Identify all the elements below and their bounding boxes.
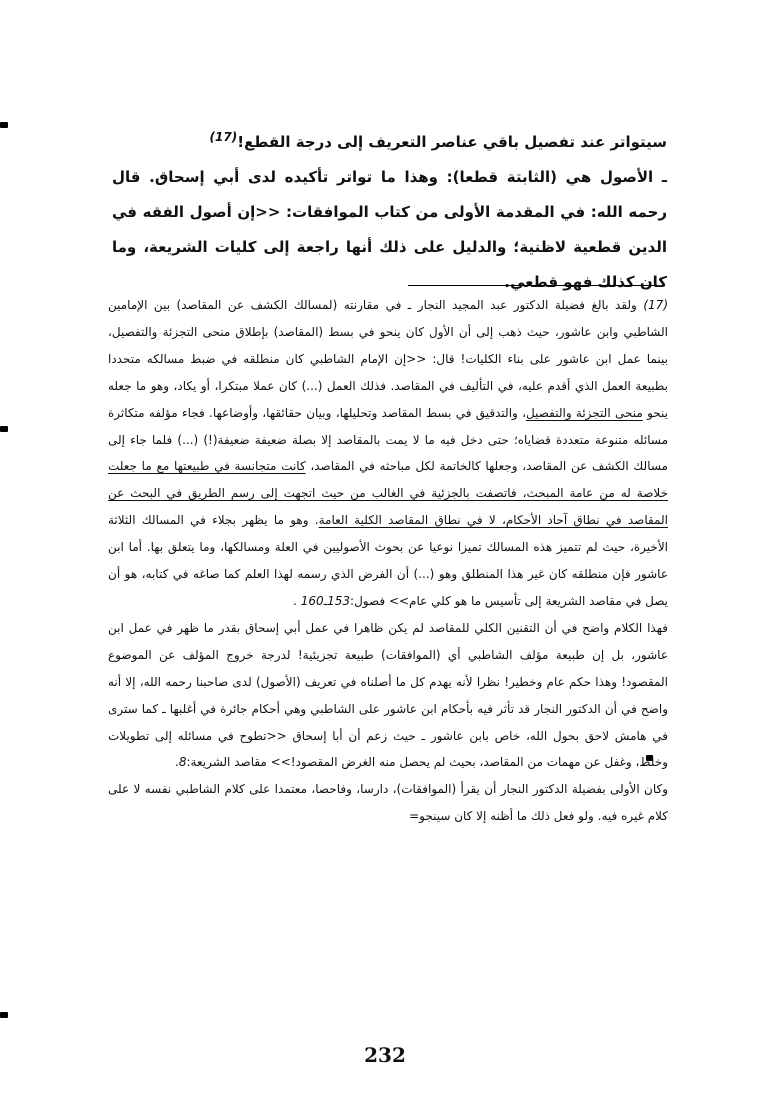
page-reference: 153ـ160 [300, 593, 351, 608]
page-number: 232 [364, 1043, 406, 1067]
footnote-paragraph-2 [108, 615, 668, 776]
footnote-text: . وهو ما يظهر بجلاء في المسالك الثلاثة الأخيرة، حيث لم تتميز هذه المسالك تميزا نوعيا عن بحوث الأصوليين في العلة ومسالكها، وما يتعلق بها. أما ابن عاشور فإن منطلقه كان غير هذا المنطلق وهو (...) أن الفرض الذي رسمه لهذا العلم كما صاغه في كتابه، هو أن يصل في مقاصد الشريعة إلى تأسيس ما هو كلي عام>> فصول: [108, 513, 668, 608]
footnote-paragraph-3: وكان الأولى بفضيلة الدكتور النجار أن يقرأ (الموافقات)، دارسا، وفاحصا، معتمدا على كلام الشاطبي نفسه لا على كلام غيره فيه. ولو فعل ذلك ما أظنه إلا كان سينجو= [108, 782, 668, 824]
footnote-separator [408, 285, 656, 286]
underlined-passage: كانت متجانسة في طبيعتها مع ما جعلت خلاصة له من عامة المبحث، فاتصفت بالجزئية في الغالب من حيث اتجهت إلى رسم الطريق في البحث عن المقاصد في نطاق آحاد الأحكام، لا في نطاق المقاصد الكلية العامة [108, 459, 668, 528]
footnote-number: (17) [643, 298, 668, 312]
main-line-1 [112, 120, 667, 160]
underlined-phrase: منحى التجزئة والتفصيل [526, 405, 643, 420]
footnote-ref: (17) [209, 130, 238, 144]
footnote-text: . [293, 593, 301, 608]
footnote-text: . [175, 755, 179, 770]
margin-mark [0, 1012, 8, 1018]
margin-mark [0, 122, 8, 128]
footnote-block [108, 292, 668, 830]
margin-mark [0, 426, 8, 432]
footnote-paragraph-1 [108, 292, 668, 615]
footnote-text: فهذا الكلام واضح في أن التقنين الكلي للمقاصد لم يكن ظاهرا في عمل أبي إسحاق بقدر ما ظهر في عمل ابن عاشور، بل إن طبيعة مؤلف الشاطبي أي (الموافقات) طبيعة تجزيئية! لدرجة خروج المؤلف عن الموضوع المقصود! وهذا حكم عام وخطير! نظرا لأنه يهدم كل ما أصلناه في تعريف (الأصول) لدى صاحبنا رحمه الله، إلا أنه واضح في أن الدكتور النجار قد تأثر فيه بأحكام ابن عاشور على الشاطبي وهي أحكام جائرة في أغلبها ـ كما سترى في هامش لاحق بحول الله، خاص بابن عاشور ـ حيث زعم أن أبا إسحاق <<تطوح في مسائله إلى تطويلات وخلط، وغفل عن مهمات من المقاصد، بحيث لم يحصل منه الغرض المقصود!>> مقاصد الشريعة: [108, 620, 668, 770]
footnote-text: ولقد بالغ فضيلة الدكتور عبد المجيد النجار ـ في مقارنته (لمسالك الكشف عن المقاصد) بين الإمامين الشاطبي وابن عاشور، حيث ذهب إلى أن الأول كان ينحو في بسط (المقاصد) بإطلاق منحى التجزئة والتفصيل، بينما عمل ابن عاشور على بناء الكليات! قال: <<إن الإمام الشاطبي كان منطلقه في ضبط مسالكه متحددا بطبيعة العمل الذي أقدم عليه، في التأليف في المقاصد. فذلك العمل (...) كان عملا مبتكرا، أو يكاد، وهو ما جعله ينحو [108, 298, 668, 420]
main-line-1-text: سيتواتر عند تفصيل باقي عناصر التعريف إلى درجة القطع! [237, 133, 667, 151]
page-reference: 8 [178, 755, 187, 770]
footnote-text: ، والتدقيق في بسط المقاصد وتحليلها، وبيان حقائقها، وأوضاعها. فجاء مؤلفه متكاثرة مسائله متنوعة متعددة قضاياه؛ حتى دخل فيه ما لا يمت بالمقاصد إلا بصلة ضعيفة ضعيفة(!) (...) فلما جاء إلى مسالك الكشف عن المقاصد، وجعلها كالخاتمة لكل مباحثه في المقاصد، [108, 405, 668, 474]
main-text [112, 120, 667, 300]
main-paragraph-2: ـ الأصول هي (الثابتة قطعا): وهذا ما تواتر تأكيده لدى أبي إسحاق. قال رحمه الله: في المقدمة الأولى من كتاب الموافقات: <<إن أصول الفقه في الدين قطعية لاظنية؛ والدليل على ذلك أنها راجعة إلى كليات الشريعة، وما كان كذلك فهو قطعي. [112, 168, 667, 291]
